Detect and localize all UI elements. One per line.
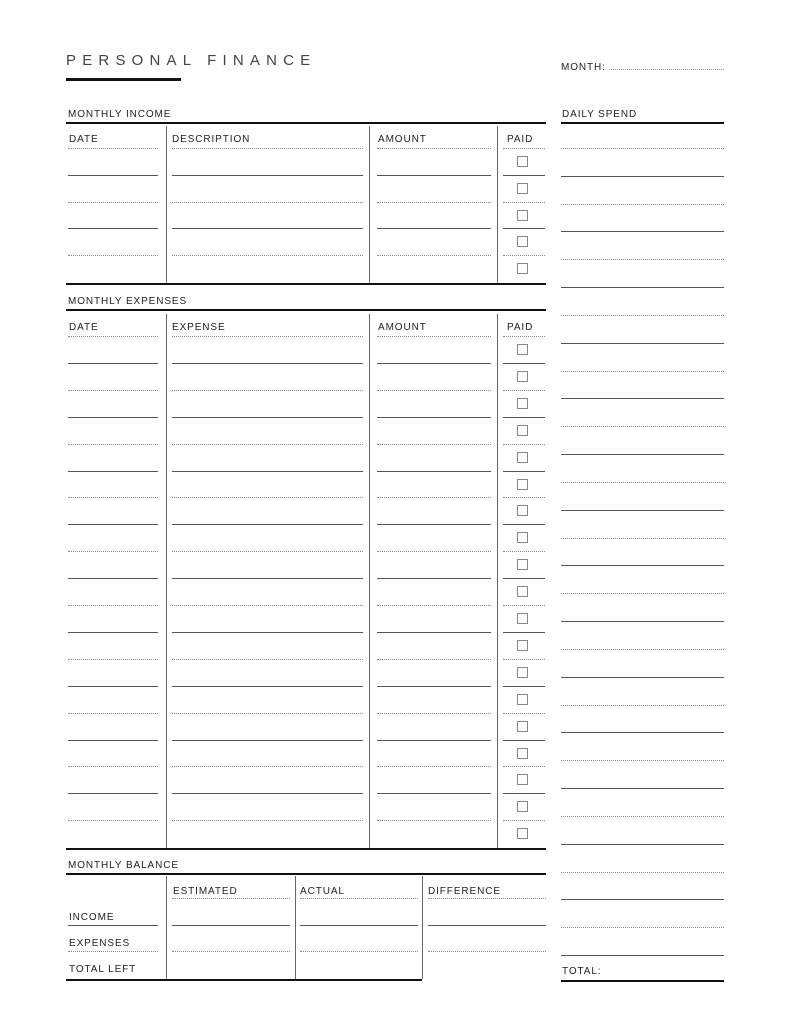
balance-row-line	[68, 951, 158, 952]
expenses-row-line	[503, 551, 545, 552]
expenses-cell[interactable]	[68, 498, 158, 523]
balance-row-total-left: TOTAL LEFT	[69, 964, 137, 975]
expenses-cell[interactable]	[68, 579, 158, 604]
income-paid-checkbox[interactable]	[517, 236, 528, 247]
expenses-cell[interactable]	[172, 660, 363, 685]
balance-col-actual: ACTUAL	[300, 886, 345, 897]
expenses-col-expense: EXPENSE	[172, 322, 226, 333]
daily-spend-bottom-rule	[561, 980, 724, 982]
expenses-section-title: MONTHLY EXPENSES	[68, 296, 188, 307]
expenses-cell[interactable]	[172, 552, 363, 577]
income-top-rule	[66, 122, 546, 124]
daily-spend-entry[interactable]	[561, 789, 724, 815]
expenses-paid-checkbox[interactable]	[517, 371, 528, 382]
income-cell[interactable]	[68, 256, 158, 281]
balance-row-income: INCOME	[69, 912, 115, 923]
expenses-cell[interactable]	[377, 821, 491, 846]
expenses-cell[interactable]	[377, 525, 491, 550]
expenses-cell[interactable]	[172, 714, 363, 739]
expenses-row-line	[503, 524, 545, 525]
daily-spend-entry[interactable]	[561, 288, 724, 314]
balance-cell[interactable]	[172, 926, 290, 950]
daily-spend-entry[interactable]	[561, 845, 724, 871]
expenses-cell[interactable]	[68, 445, 158, 470]
expenses-header-rule	[503, 336, 545, 337]
balance-header-rule	[172, 898, 290, 899]
income-cell[interactable]	[172, 256, 363, 281]
balance-column-divider	[422, 876, 423, 979]
income-cell[interactable]	[172, 229, 363, 254]
income-col-date: DATE	[69, 134, 99, 145]
daily-spend-entry[interactable]	[561, 733, 724, 759]
daily-spend-title: DAILY SPEND	[562, 109, 638, 120]
income-row-line	[503, 228, 545, 229]
expenses-paid-checkbox[interactable]	[517, 640, 528, 651]
expenses-cell[interactable]	[377, 418, 491, 443]
expenses-cell[interactable]	[377, 579, 491, 604]
income-cell[interactable]	[377, 203, 491, 228]
daily-spend-entry[interactable]	[561, 594, 724, 620]
income-cell[interactable]	[377, 256, 491, 281]
balance-cell[interactable]	[428, 900, 546, 924]
expenses-row-line	[503, 417, 545, 418]
expenses-row-line	[503, 497, 545, 498]
title-underline	[66, 78, 181, 81]
balance-header-rule	[428, 898, 546, 899]
income-col-description: DESCRIPTION	[172, 134, 251, 145]
expenses-paid-checkbox[interactable]	[517, 613, 528, 624]
expenses-paid-checkbox[interactable]	[517, 828, 528, 839]
daily-spend-entry[interactable]	[561, 205, 724, 231]
income-row-line	[503, 255, 545, 256]
expenses-row-line	[503, 390, 545, 391]
expenses-cell[interactable]	[377, 552, 491, 577]
expenses-cell[interactable]	[172, 391, 363, 416]
expenses-cell[interactable]	[172, 687, 363, 712]
expenses-row-line	[503, 713, 545, 714]
daily-spend-entry[interactable]	[561, 706, 724, 732]
expenses-paid-checkbox[interactable]	[517, 801, 528, 812]
income-col-paid: PAID	[507, 134, 534, 145]
balance-row-line	[68, 925, 158, 926]
expenses-paid-checkbox[interactable]	[517, 694, 528, 705]
income-row-line	[503, 175, 545, 176]
month-field[interactable]	[609, 69, 724, 70]
income-col-amount: AMOUNT	[378, 134, 427, 145]
daily-spend-entry[interactable]	[561, 928, 724, 954]
expenses-cell[interactable]	[377, 337, 491, 362]
expenses-cell[interactable]	[68, 633, 158, 658]
income-cell[interactable]	[377, 229, 491, 254]
expenses-cell[interactable]	[172, 579, 363, 604]
balance-column-divider	[295, 876, 296, 979]
expenses-paid-checkbox[interactable]	[517, 344, 528, 355]
expenses-cell[interactable]	[68, 714, 158, 739]
daily-spend-entry[interactable]	[561, 232, 724, 258]
expenses-cell[interactable]	[68, 767, 158, 792]
income-cell[interactable]	[68, 203, 158, 228]
balance-cell[interactable]	[172, 952, 290, 976]
expenses-top-rule	[66, 309, 546, 311]
daily-spend-top-rule	[561, 122, 724, 124]
income-bottom-rule	[66, 283, 546, 285]
expenses-cell[interactable]	[68, 525, 158, 550]
expenses-row-line	[503, 605, 545, 606]
daily-spend-entry[interactable]	[561, 566, 724, 592]
expenses-cell[interactable]	[172, 364, 363, 389]
daily-spend-entry[interactable]	[561, 761, 724, 787]
expenses-paid-checkbox[interactable]	[517, 559, 528, 570]
income-section-title: MONTHLY INCOME	[68, 109, 172, 120]
daily-spend-line	[561, 955, 724, 956]
expenses-cell[interactable]	[68, 552, 158, 577]
expenses-row-line	[503, 632, 545, 633]
balance-cell[interactable]	[428, 926, 546, 950]
expenses-row-line	[503, 444, 545, 445]
month-label: MONTH:	[561, 62, 606, 73]
expenses-cell[interactable]	[172, 794, 363, 819]
balance-row-line	[428, 951, 546, 952]
daily-spend-entry[interactable]	[561, 260, 724, 286]
expenses-cell[interactable]	[68, 821, 158, 846]
income-cell[interactable]	[68, 149, 158, 174]
expenses-cell[interactable]	[68, 364, 158, 389]
expenses-cell[interactable]	[172, 472, 363, 497]
expenses-row-line	[503, 471, 545, 472]
expenses-paid-checkbox[interactable]	[517, 721, 528, 732]
expenses-cell[interactable]	[377, 660, 491, 685]
expenses-cell[interactable]	[377, 472, 491, 497]
income-paid-checkbox[interactable]	[517, 210, 528, 221]
expenses-paid-checkbox[interactable]	[517, 774, 528, 785]
expenses-column-divider	[369, 314, 370, 848]
daily-spend-entry[interactable]	[561, 622, 724, 648]
income-paid-checkbox[interactable]	[517, 156, 528, 167]
income-paid-checkbox[interactable]	[517, 263, 528, 274]
expenses-col-paid: PAID	[507, 322, 534, 333]
daily-spend-entry[interactable]	[561, 316, 724, 342]
daily-spend-entry[interactable]	[561, 900, 724, 926]
expenses-cell[interactable]	[172, 445, 363, 470]
income-row-line	[503, 202, 545, 203]
balance-top-rule	[66, 873, 546, 875]
expenses-cell[interactable]	[172, 418, 363, 443]
expenses-cell[interactable]	[68, 606, 158, 631]
income-column-divider	[369, 126, 370, 283]
expenses-row-line	[503, 686, 545, 687]
daily-spend-entry[interactable]	[561, 372, 724, 398]
expenses-cell[interactable]	[172, 741, 363, 766]
balance-col-difference: DIFFERENCE	[428, 886, 501, 897]
balance-header-rule	[300, 898, 418, 899]
balance-section-title: MONTHLY BALANCE	[68, 860, 179, 871]
expenses-cell[interactable]	[172, 337, 363, 362]
expenses-cell[interactable]	[172, 767, 363, 792]
expenses-bottom-rule	[66, 848, 546, 850]
expenses-paid-checkbox[interactable]	[517, 532, 528, 543]
expenses-cell[interactable]	[377, 364, 491, 389]
expenses-col-date: DATE	[69, 322, 99, 333]
expenses-cell[interactable]	[68, 794, 158, 819]
expenses-cell[interactable]	[172, 633, 363, 658]
income-cell[interactable]	[377, 149, 491, 174]
expenses-cell[interactable]	[377, 687, 491, 712]
income-column-divider	[497, 126, 498, 283]
income-cell[interactable]	[172, 203, 363, 228]
daily-spend-total-label: TOTAL:	[562, 966, 602, 977]
expenses-paid-checkbox[interactable]	[517, 505, 528, 516]
balance-row-expenses: EXPENSES	[69, 938, 131, 949]
expenses-paid-checkbox[interactable]	[517, 398, 528, 409]
income-cell[interactable]	[377, 176, 491, 201]
expenses-cell[interactable]	[377, 633, 491, 658]
expenses-cell[interactable]	[377, 391, 491, 416]
expenses-cell[interactable]	[68, 391, 158, 416]
expenses-cell[interactable]	[68, 687, 158, 712]
expenses-paid-checkbox[interactable]	[517, 452, 528, 463]
expenses-cell[interactable]	[377, 741, 491, 766]
expenses-paid-checkbox[interactable]	[517, 425, 528, 436]
expenses-cell[interactable]	[172, 498, 363, 523]
balance-cell[interactable]	[172, 900, 290, 924]
daily-spend-entry[interactable]	[561, 149, 724, 175]
daily-spend-entry[interactable]	[561, 427, 724, 453]
expenses-row-line	[503, 793, 545, 794]
expenses-cell[interactable]	[68, 472, 158, 497]
income-cell[interactable]	[68, 176, 158, 201]
expenses-row-line	[503, 363, 545, 364]
expenses-cell[interactable]	[68, 418, 158, 443]
daily-spend-entry[interactable]	[561, 483, 724, 509]
daily-spend-entry[interactable]	[561, 873, 724, 899]
expenses-row-line	[503, 820, 545, 821]
expenses-cell[interactable]	[68, 337, 158, 362]
expenses-cell[interactable]	[377, 794, 491, 819]
daily-spend-entry[interactable]	[561, 817, 724, 843]
daily-spend-entry[interactable]	[561, 678, 724, 704]
expenses-cell[interactable]	[172, 821, 363, 846]
income-header-rule	[503, 148, 545, 149]
balance-col-estimated: ESTIMATED	[173, 886, 238, 897]
daily-spend-entry[interactable]	[561, 399, 724, 425]
expenses-cell[interactable]	[377, 498, 491, 523]
income-cell[interactable]	[68, 229, 158, 254]
expenses-row-line	[503, 766, 545, 767]
expenses-paid-checkbox[interactable]	[517, 479, 528, 490]
expenses-column-divider	[497, 314, 498, 848]
expenses-cell[interactable]	[172, 606, 363, 631]
expenses-cell[interactable]	[68, 741, 158, 766]
daily-spend-entry[interactable]	[561, 511, 724, 537]
daily-spend-entry[interactable]	[561, 344, 724, 370]
expenses-row-line	[503, 740, 545, 741]
balance-cell[interactable]	[300, 900, 418, 924]
expenses-paid-checkbox[interactable]	[517, 586, 528, 597]
income-cell[interactable]	[172, 176, 363, 201]
daily-spend-entry[interactable]	[561, 177, 724, 203]
expenses-cell[interactable]	[172, 525, 363, 550]
income-column-divider	[166, 126, 167, 283]
expenses-cell[interactable]	[377, 767, 491, 792]
expenses-cell[interactable]	[377, 606, 491, 631]
expenses-cell[interactable]	[377, 445, 491, 470]
balance-cell[interactable]	[300, 952, 418, 976]
balance-bottom-rule	[66, 979, 422, 981]
balance-column-divider	[166, 876, 167, 979]
expenses-row-line	[503, 578, 545, 579]
expenses-row-line	[503, 659, 545, 660]
daily-spend-entry[interactable]	[561, 455, 724, 481]
daily-spend-entry[interactable]	[561, 650, 724, 676]
balance-cell[interactable]	[300, 926, 418, 950]
expenses-column-divider	[166, 314, 167, 848]
daily-spend-entry[interactable]	[561, 539, 724, 565]
expenses-paid-checkbox[interactable]	[517, 667, 528, 678]
expenses-paid-checkbox[interactable]	[517, 748, 528, 759]
income-paid-checkbox[interactable]	[517, 183, 528, 194]
expenses-cell[interactable]	[377, 714, 491, 739]
expenses-col-amount: AMOUNT	[378, 322, 427, 333]
income-cell[interactable]	[172, 149, 363, 174]
expenses-cell[interactable]	[68, 660, 158, 685]
page-title: PERSONAL FINANCE	[66, 52, 317, 69]
